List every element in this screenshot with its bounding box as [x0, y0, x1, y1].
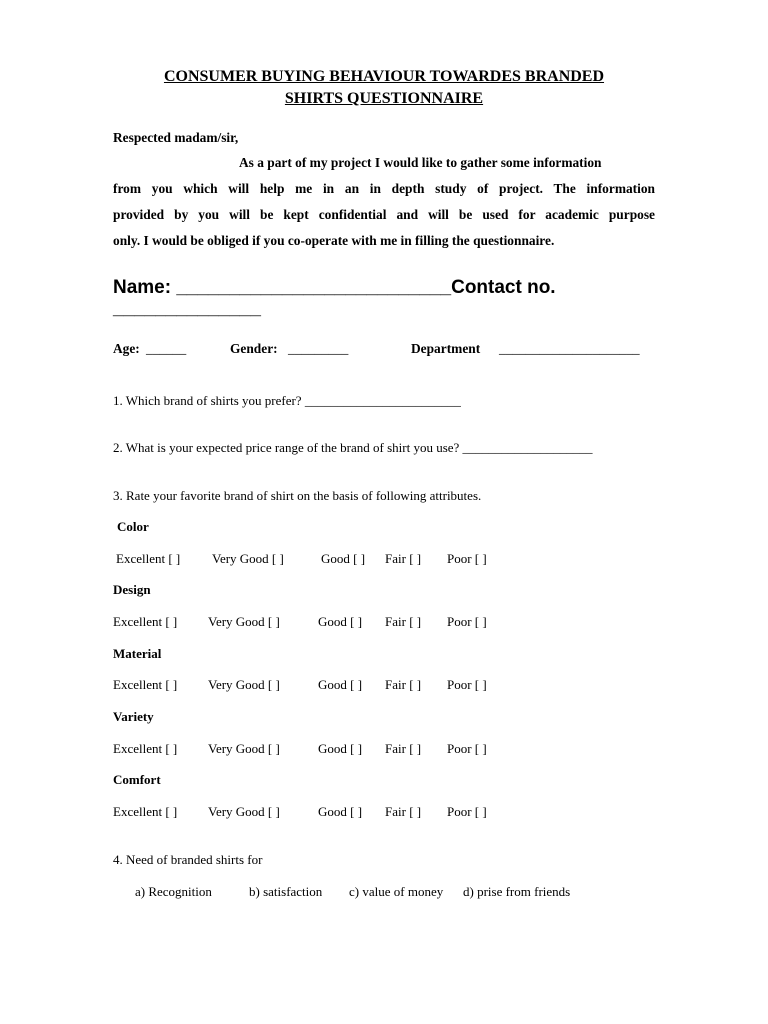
title-line-2: SHIRTS QUESTIONNAIRE — [284, 90, 484, 107]
attribute-variety: Variety — [113, 709, 154, 724]
rating-fair[interactable]: Fair [ ] — [385, 614, 422, 629]
rating-excellent[interactable]: Excellent [ ] — [113, 741, 178, 756]
rating-very-good[interactable]: Very Good [ ] — [208, 677, 280, 692]
rating-very-good[interactable]: Very Good [ ] — [208, 741, 280, 756]
rating-poor[interactable]: Poor [ ] — [447, 804, 487, 819]
name-contact-field[interactable]: Name: __________________________Contact no. — [113, 277, 556, 298]
department-label: Department — [411, 341, 481, 356]
option-recognition[interactable]: a) Recognition — [135, 884, 212, 899]
question-1[interactable]: 1. Which brand of shirts you prefer? ________________________ — [113, 393, 461, 408]
department-field[interactable]: _____________________ — [499, 341, 640, 356]
rating-poor[interactable]: Poor [ ] — [447, 677, 487, 692]
rating-fair[interactable]: Fair [ ] — [385, 804, 422, 819]
option-prise-from-friends[interactable]: d) prise from friends — [463, 884, 571, 899]
question-2[interactable]: 2. What is your expected price range of the brand of shirt you use? ____________________ — [113, 440, 593, 455]
age-label: Age: — [113, 341, 140, 356]
attribute-material: Material — [113, 646, 162, 661]
contact-blank[interactable]: ______________ — [113, 298, 261, 319]
rating-fair[interactable]: Fair [ ] — [385, 741, 422, 756]
rating-excellent[interactable]: Excellent [ ] — [113, 677, 178, 692]
rating-poor[interactable]: Poor [ ] — [447, 614, 487, 629]
rating-good[interactable]: Good [ ] — [321, 551, 366, 566]
greeting: Respected madam/sir, — [113, 130, 239, 145]
rating-good[interactable]: Good [ ] — [318, 614, 363, 629]
rating-poor[interactable]: Poor [ ] — [447, 551, 487, 566]
rating-good[interactable]: Good [ ] — [318, 804, 363, 819]
rating-excellent[interactable]: Excellent [ ] — [116, 551, 181, 566]
option-satisfaction[interactable]: b) satisfaction — [249, 884, 323, 899]
age-field[interactable]: ______ — [146, 341, 187, 356]
intro-line-1: As a part of my project I would like to gather some information — [239, 155, 602, 170]
question-3: 3. Rate your favorite brand of shirt on the basis of following attributes. — [113, 488, 482, 503]
attribute-comfort: Comfort — [113, 772, 161, 787]
attribute-color: Color — [117, 519, 149, 534]
option-value-of-money[interactable]: c) value of money — [349, 884, 444, 899]
question-4: 4. Need of branded shirts for — [113, 852, 263, 867]
rating-good[interactable]: Good [ ] — [318, 677, 363, 692]
rating-very-good[interactable]: Very Good [ ] — [208, 804, 280, 819]
rating-fair[interactable]: Fair [ ] — [385, 677, 422, 692]
rating-excellent[interactable]: Excellent [ ] — [113, 614, 178, 629]
title-line-1: CONSUMER BUYING BEHAVIOUR TOWARDES BRANDED — [163, 68, 605, 85]
rating-good[interactable]: Good [ ] — [318, 741, 363, 756]
rating-very-good[interactable]: Very Good [ ] — [208, 614, 280, 629]
attribute-design: Design — [113, 582, 151, 597]
rating-excellent[interactable]: Excellent [ ] — [113, 804, 178, 819]
rating-fair[interactable]: Fair [ ] — [385, 551, 422, 566]
gender-label: Gender: — [230, 341, 278, 356]
rating-poor[interactable]: Poor [ ] — [447, 741, 487, 756]
gender-field[interactable]: _________ — [288, 341, 349, 356]
intro-line-3: provided by you will be kept confidential and will be used for academic purpose — [113, 207, 655, 222]
intro-line-2: from you which will help me in an in depth study of project. The information — [113, 181, 655, 196]
intro-line-4: only. I would be obliged if you co-operate with me in filling the questionnaire. — [113, 233, 555, 248]
rating-very-good[interactable]: Very Good [ ] — [212, 551, 284, 566]
